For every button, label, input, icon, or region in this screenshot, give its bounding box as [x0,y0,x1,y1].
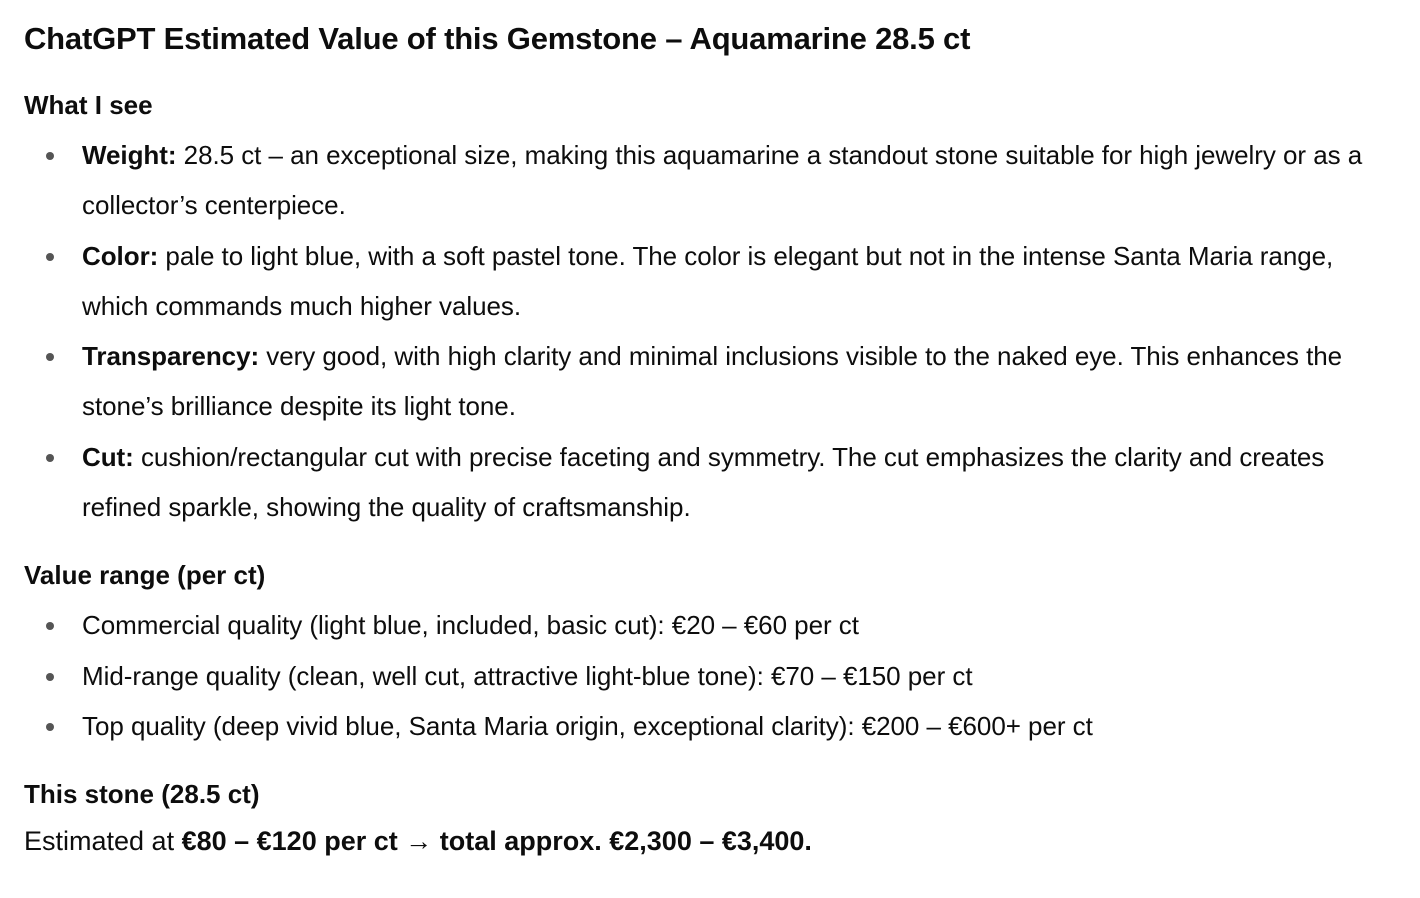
section-heading-what-i-see: What I see [24,90,153,120]
list-item-color [24,231,1396,332]
item-text: Mid-range quality (clean, well cut, attractive light-blue tone): €70 – €150 per ct [82,660,973,691]
item-label: Weight: [82,140,177,170]
item-label: Transparency: [82,341,260,372]
bullet-icon [46,673,54,681]
item-text: 28.5 ct – an exceptional size, making this aquamarine a standout stone suitable for high jewelry or as a collector’s centerpiece. [82,140,1363,221]
bullet-icon [46,723,54,731]
estimate-lead: Estimated at [24,826,182,857]
section-heading-this-stone: This stone (28.5 ct) [24,779,260,810]
item-label: Color: [82,240,159,271]
value-range-list [24,600,1396,751]
list-item-cut [24,432,1396,533]
page-title: ChatGPT Estimated Value of this Gemstone – Aquamarine 28.5 ct [24,21,971,56]
list-item-weight [24,130,1396,231]
list-item-transparency [24,331,1396,432]
item-text: Top quality (deep vivid blue, Santa Maria origin, exceptional clarity): €200 – €600+ per ct [82,710,1093,741]
observations-list [24,130,1396,532]
item-text: very good, with high clarity and minimal inclusions visible to the naked eye. This enhances the stone’s brilliance despite its light tone. [82,341,1343,422]
bullet-icon [46,454,54,462]
bullet-icon [46,253,54,261]
item-text: cushion/rectangular cut with precise faceting and symmetry. The cut emphasizes the clarity and creates refined sparkle, showing the quality of craftsmanship. [82,441,1325,523]
bullet-icon [46,353,54,361]
item-label: Cut: [82,441,134,472]
list-item-commercial [24,600,1396,650]
list-item-top-quality [24,701,1396,751]
item-text: pale to light blue, with a soft pastel tone. The color is elegant but not in the intense Santa Maria range, which commands much higher values. [82,240,1334,321]
estimate-paragraph [24,823,1396,859]
estimate-value: €80 – €120 per ct → total approx. €2,300 – €3,400. [181,826,812,857]
item-text: Commercial quality (light blue, included, basic cut): €20 – €60 per ct [82,610,859,641]
list-item-mid-range [24,651,1396,701]
section-heading-value-range: Value range (per ct) [24,560,266,591]
bullet-icon [46,152,54,160]
bullet-icon [46,622,54,630]
